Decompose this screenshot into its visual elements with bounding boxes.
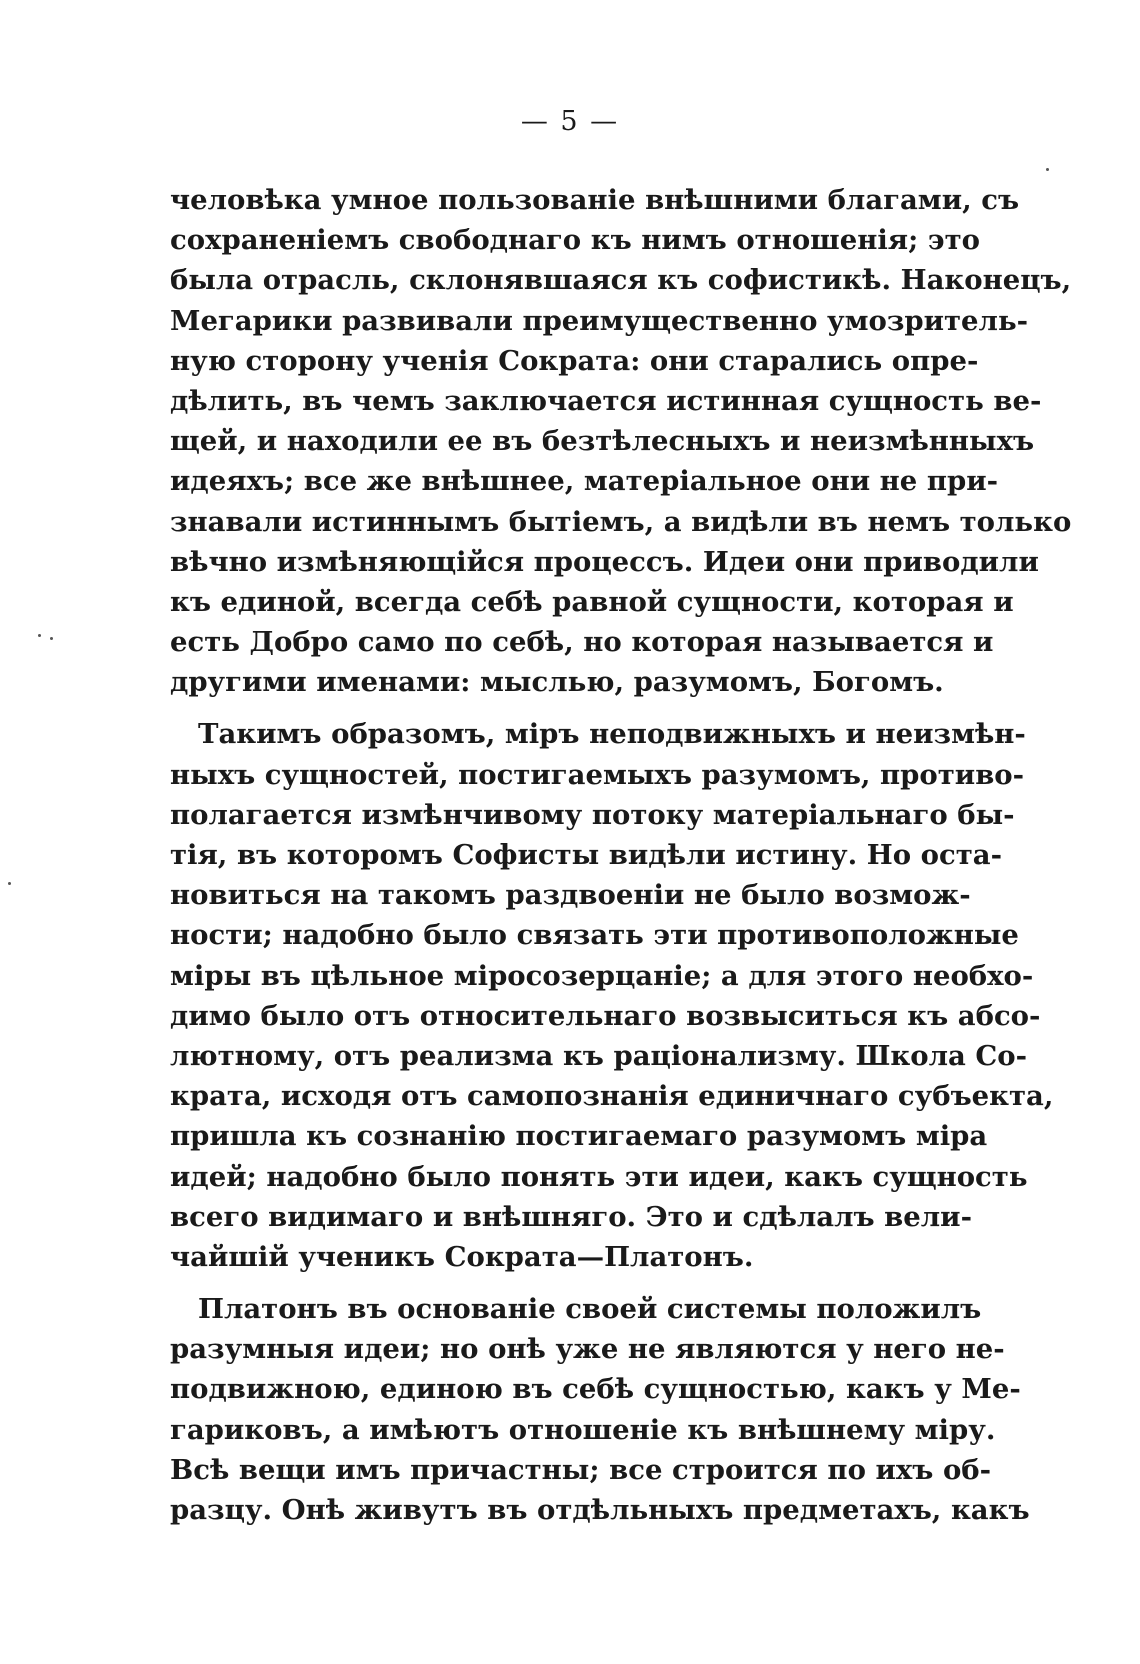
paragraph-gap: [170, 1277, 970, 1289]
scan-speck: [38, 634, 41, 637]
text-line: гариковъ, а имѣютъ отношеніе къ внѣшнему міру.: [170, 1413, 996, 1446]
scan-speck: [1046, 168, 1049, 171]
body-text: [170, 180, 1072, 1530]
text-line: другими именами: мыслью, разумомъ, Богомъ.: [170, 666, 944, 699]
text-line: къ единой, всегда себѣ равной сущности, которая и: [170, 585, 1014, 618]
text-line: разумныя идеи; но онѣ уже не являются у него не-: [170, 1333, 1005, 1366]
text-line: идеяхъ; все же внѣшнее, матеріальное они не при-: [170, 465, 999, 498]
text-line: идей; надобно было понять эти идеи, какъ сущность: [170, 1160, 1028, 1193]
text-line: знавали истиннымъ бытіемъ, а видѣли въ немъ только: [170, 505, 1072, 538]
text-line: чайшій ученикъ Сократа—Платонъ.: [170, 1240, 754, 1273]
text-line: есть Добро само по себѣ, но которая называется и: [170, 626, 994, 659]
page-number: — 5 —: [520, 106, 620, 137]
text-line: новиться на такомъ раздвоеніи не было возмож-: [170, 879, 971, 912]
scan-speck: [8, 882, 11, 885]
text-line: разцу. Онѣ живутъ въ отдѣльныхъ предметахъ, какъ: [170, 1494, 1030, 1526]
text-line: Всѣ вещи имъ причастны; все строится по ихъ об-: [170, 1453, 992, 1486]
text-line: ную сторону ученія Сократа: они старались опре-: [170, 344, 979, 377]
scan-speck: [50, 637, 53, 640]
paragraph-gap: [170, 702, 970, 714]
text-line: вѣчно измѣняющійся процессъ. Идеи они приводили: [170, 545, 1039, 578]
text-line: щей, и находили ее въ безтѣлесныхъ и неизмѣнныхъ: [170, 425, 1035, 458]
text-line: ности; надобно было связать эти противоположные: [170, 919, 1019, 952]
text-line: дѣлить, въ чемъ заключается истинная сущность ве-: [170, 384, 1042, 417]
text-line: человѣка умное пользованіе внѣшними благами, съ: [170, 184, 1020, 216]
paragraph-1: [170, 180, 1072, 702]
text-line: пришла къ сознанію постигаемаго разумомъ міра: [170, 1120, 988, 1153]
text-line: Платонъ въ основаніе своей системы положилъ: [198, 1293, 982, 1326]
text-line: Такимъ образомъ, міръ неподвижныхъ и неизмѣн-: [198, 718, 1026, 751]
text-line: полагается измѣнчивому потоку матеріальнаго бы-: [170, 798, 1015, 831]
text-line: крата, исходя отъ самопознанія единичнаго субъекта,: [170, 1080, 1054, 1113]
text-line: ныхъ сущностей, постигаемыхъ разумомъ, противо-: [170, 758, 1025, 791]
paragraph-2: [170, 714, 1054, 1277]
text-line: димо было отъ относительнаго возвыситься къ абсо-: [170, 999, 1041, 1032]
text-line: Мегарики развивали преимущественно умозритель-: [170, 304, 1029, 337]
paragraph-3: [170, 1289, 1030, 1530]
text-line: подвижною, единою въ себѣ сущностью, какъ у Ме-: [170, 1373, 1021, 1406]
text-line: лютному, отъ реализма къ раціонализму. Школа Со-: [170, 1039, 1028, 1072]
text-line: тія, въ которомъ Софисты видѣли истину. Но оста-: [170, 839, 1003, 871]
text-line: міры въ цѣльное міросозерцаніе; а для этого необхо-: [170, 959, 1034, 992]
text-line: была отрасль, склонявшаяся къ софистикѣ. Наконецъ,: [170, 264, 1072, 297]
text-line: сохраненіемъ свободнаго къ нимъ отношенія; это: [170, 224, 980, 257]
text-line: всего видимаго и внѣшняго. Это и сдѣлалъ вели-: [170, 1200, 972, 1233]
